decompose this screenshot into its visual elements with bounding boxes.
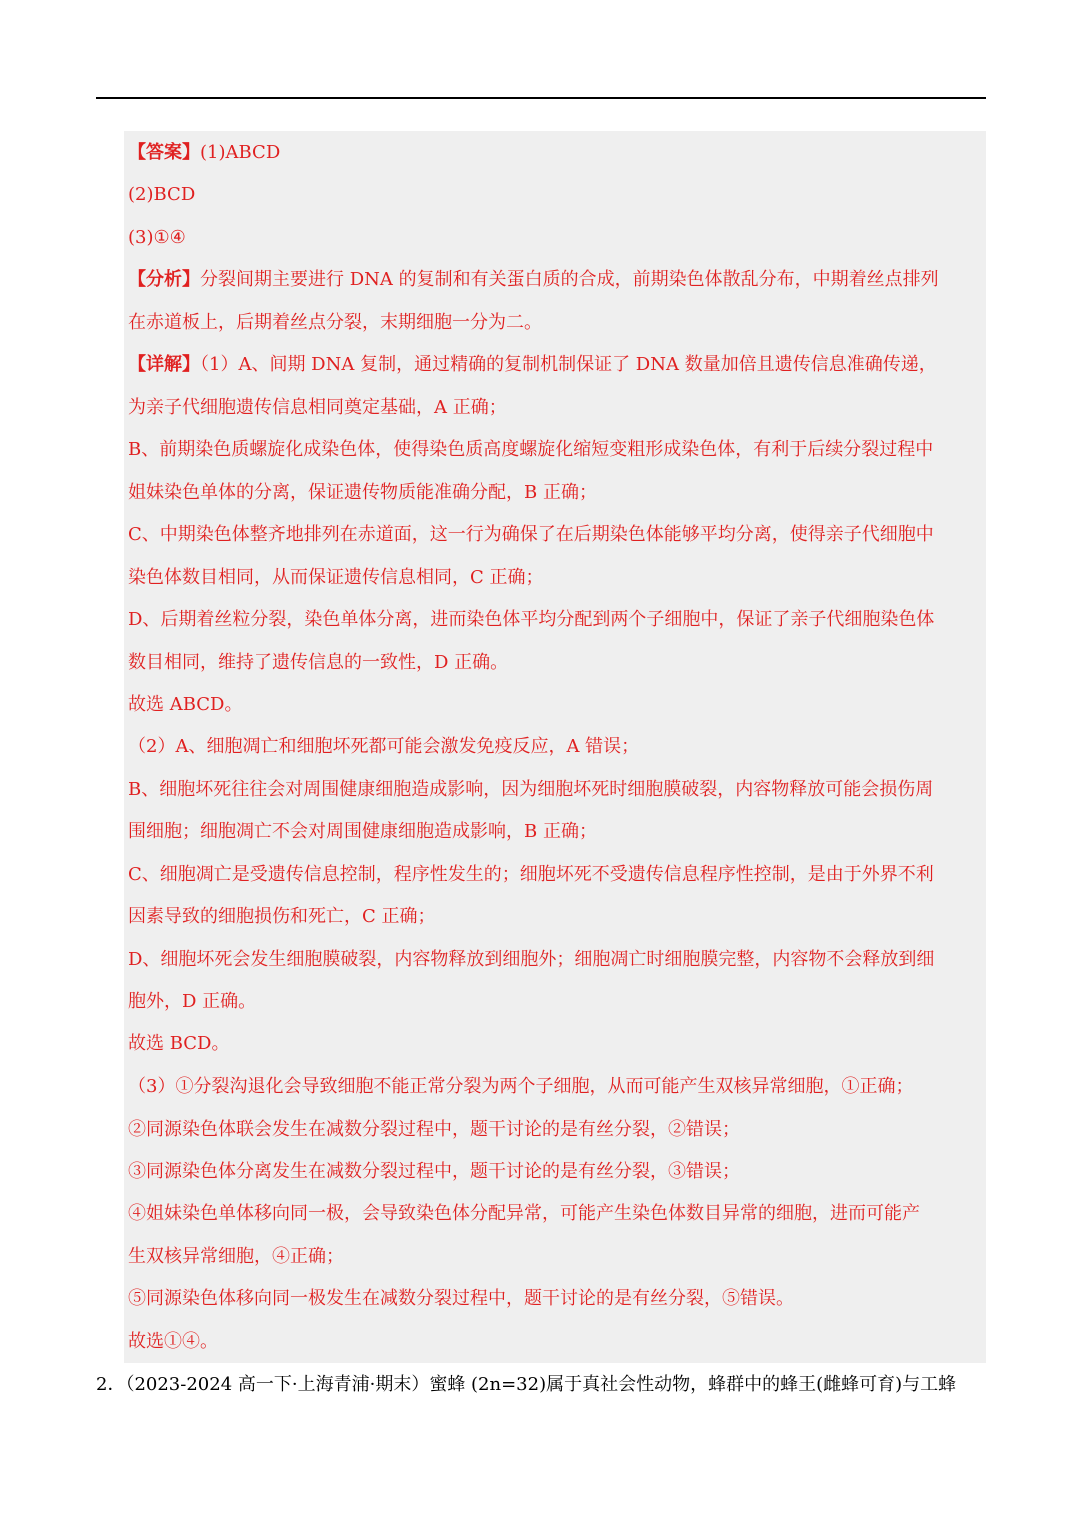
detail-line-15: D、细胞坏死会发生细胞膜破裂，内容物释放到细胞外；细胞凋亡时细胞膜完整，内容物不会释放到细 — [128, 949, 935, 970]
answer-tag: 【答案】 — [128, 142, 200, 163]
answer-line-2: (2)BCD — [128, 184, 196, 205]
detail-line-21: ④姐妹染色单体移向同一极，会导致染色体分配异常，可能产生染色体数目异常的细胞，进而可能产 — [128, 1203, 920, 1224]
analysis-line-2: 在赤道板上，后期着丝点分裂，末期细胞一分为二。 — [128, 312, 542, 333]
detail-line-9: 故选 ABCD。 — [128, 694, 243, 715]
detail-line-16: 胞外，D 正确。 — [128, 991, 257, 1012]
detail-line-10: （2）A、细胞凋亡和细胞坏死都可能会激发免疫反应，A 错误； — [128, 736, 640, 757]
detail-line-12: 围细胞；细胞凋亡不会对周围健康细胞造成影响，B 正确； — [128, 821, 597, 842]
detail-line-5: C、中期染色体整齐地排列在赤道面，这一行为确保了在后期染色体能够平均分离，使得亲子代细胞中 — [128, 524, 934, 545]
detail-line-3: B、前期染色质螺旋化成染色体，使得染色质高度螺旋化缩短变粗形成染色体，有利于后续分裂过程中 — [128, 439, 934, 460]
analysis-tag: 【分析】 — [128, 269, 200, 290]
detail-line-24: 故选①④。 — [128, 1331, 218, 1352]
detail-line-8: 数目相同，维持了遗传信息的一致性，D 正确。 — [128, 652, 509, 673]
analysis-line-1 — [128, 268, 984, 292]
detail-line-22: 生双核异常细胞，④正确； — [128, 1246, 344, 1267]
answer-part-1: (1)ABCD — [200, 142, 281, 163]
detail-text-1: （1）A、间期 DNA 复制，通过精确的复制机制保证了 DNA 数量加倍且遗传信息准确传递， — [200, 354, 937, 375]
detail-line-1 — [128, 353, 984, 377]
detail-line-18: （3）①分裂沟退化会导致细胞不能正常分裂为两个子细胞，从而可能产生双核异常细胞，①正确； — [128, 1076, 914, 1097]
detail-line-2: 为亲子代细胞遗传信息相同奠定基础，A 正确； — [128, 397, 507, 418]
header-rule — [96, 97, 986, 99]
detail-line-20: ③同源染色体分离发生在减数分裂过程中，题干讨论的是有丝分裂，③错误； — [128, 1161, 740, 1182]
detail-line-19: ②同源染色体联会发生在减数分裂过程中，题干讨论的是有丝分裂，②错误； — [128, 1119, 740, 1140]
detail-line-11: B、细胞坏死往往会对周围健康细胞造成影响，因为细胞坏死时细胞膜破裂，内容物释放可能会损伤周 — [128, 779, 934, 800]
detail-line-23: ⑤同源染色体移向同一极发生在减数分裂过程中，题干讨论的是有丝分裂，⑤错误。 — [128, 1288, 794, 1309]
question-2-stem: 2．（2023-2024 高一下·上海青浦·期末）蜜蜂 (2n=32)属于真社会性动物，蜂群中的蜂王(雌蜂可育)与工蜂 — [96, 1374, 957, 1395]
detail-line-14: 因素导致的细胞损伤和死亡，C 正确； — [128, 906, 436, 927]
answer-line-1 — [128, 141, 984, 165]
detail-line-6: 染色体数目相同，从而保证遗传信息相同，C 正确； — [128, 567, 544, 588]
detail-line-7: D、后期着丝粒分裂，染色单体分离，进而染色体平均分配到两个子细胞中，保证了亲子代细胞染色体 — [128, 609, 935, 630]
detail-tag: 【详解】 — [128, 354, 200, 375]
detail-line-4: 姐妹染色单体的分离，保证遗传物质能准确分配，B 正确； — [128, 482, 597, 503]
detail-line-13: C、细胞凋亡是受遗传信息控制，程序性发生的；细胞坏死不受遗传信息程序性控制，是由于外界不利 — [128, 864, 934, 885]
analysis-text-1: 分裂间期主要进行 DNA 的复制和有关蛋白质的合成，前期染色体散乱分布，中期着丝点排列 — [200, 269, 939, 290]
answer-line-3: (3)①④ — [128, 227, 186, 248]
detail-line-17: 故选 BCD。 — [128, 1033, 230, 1054]
